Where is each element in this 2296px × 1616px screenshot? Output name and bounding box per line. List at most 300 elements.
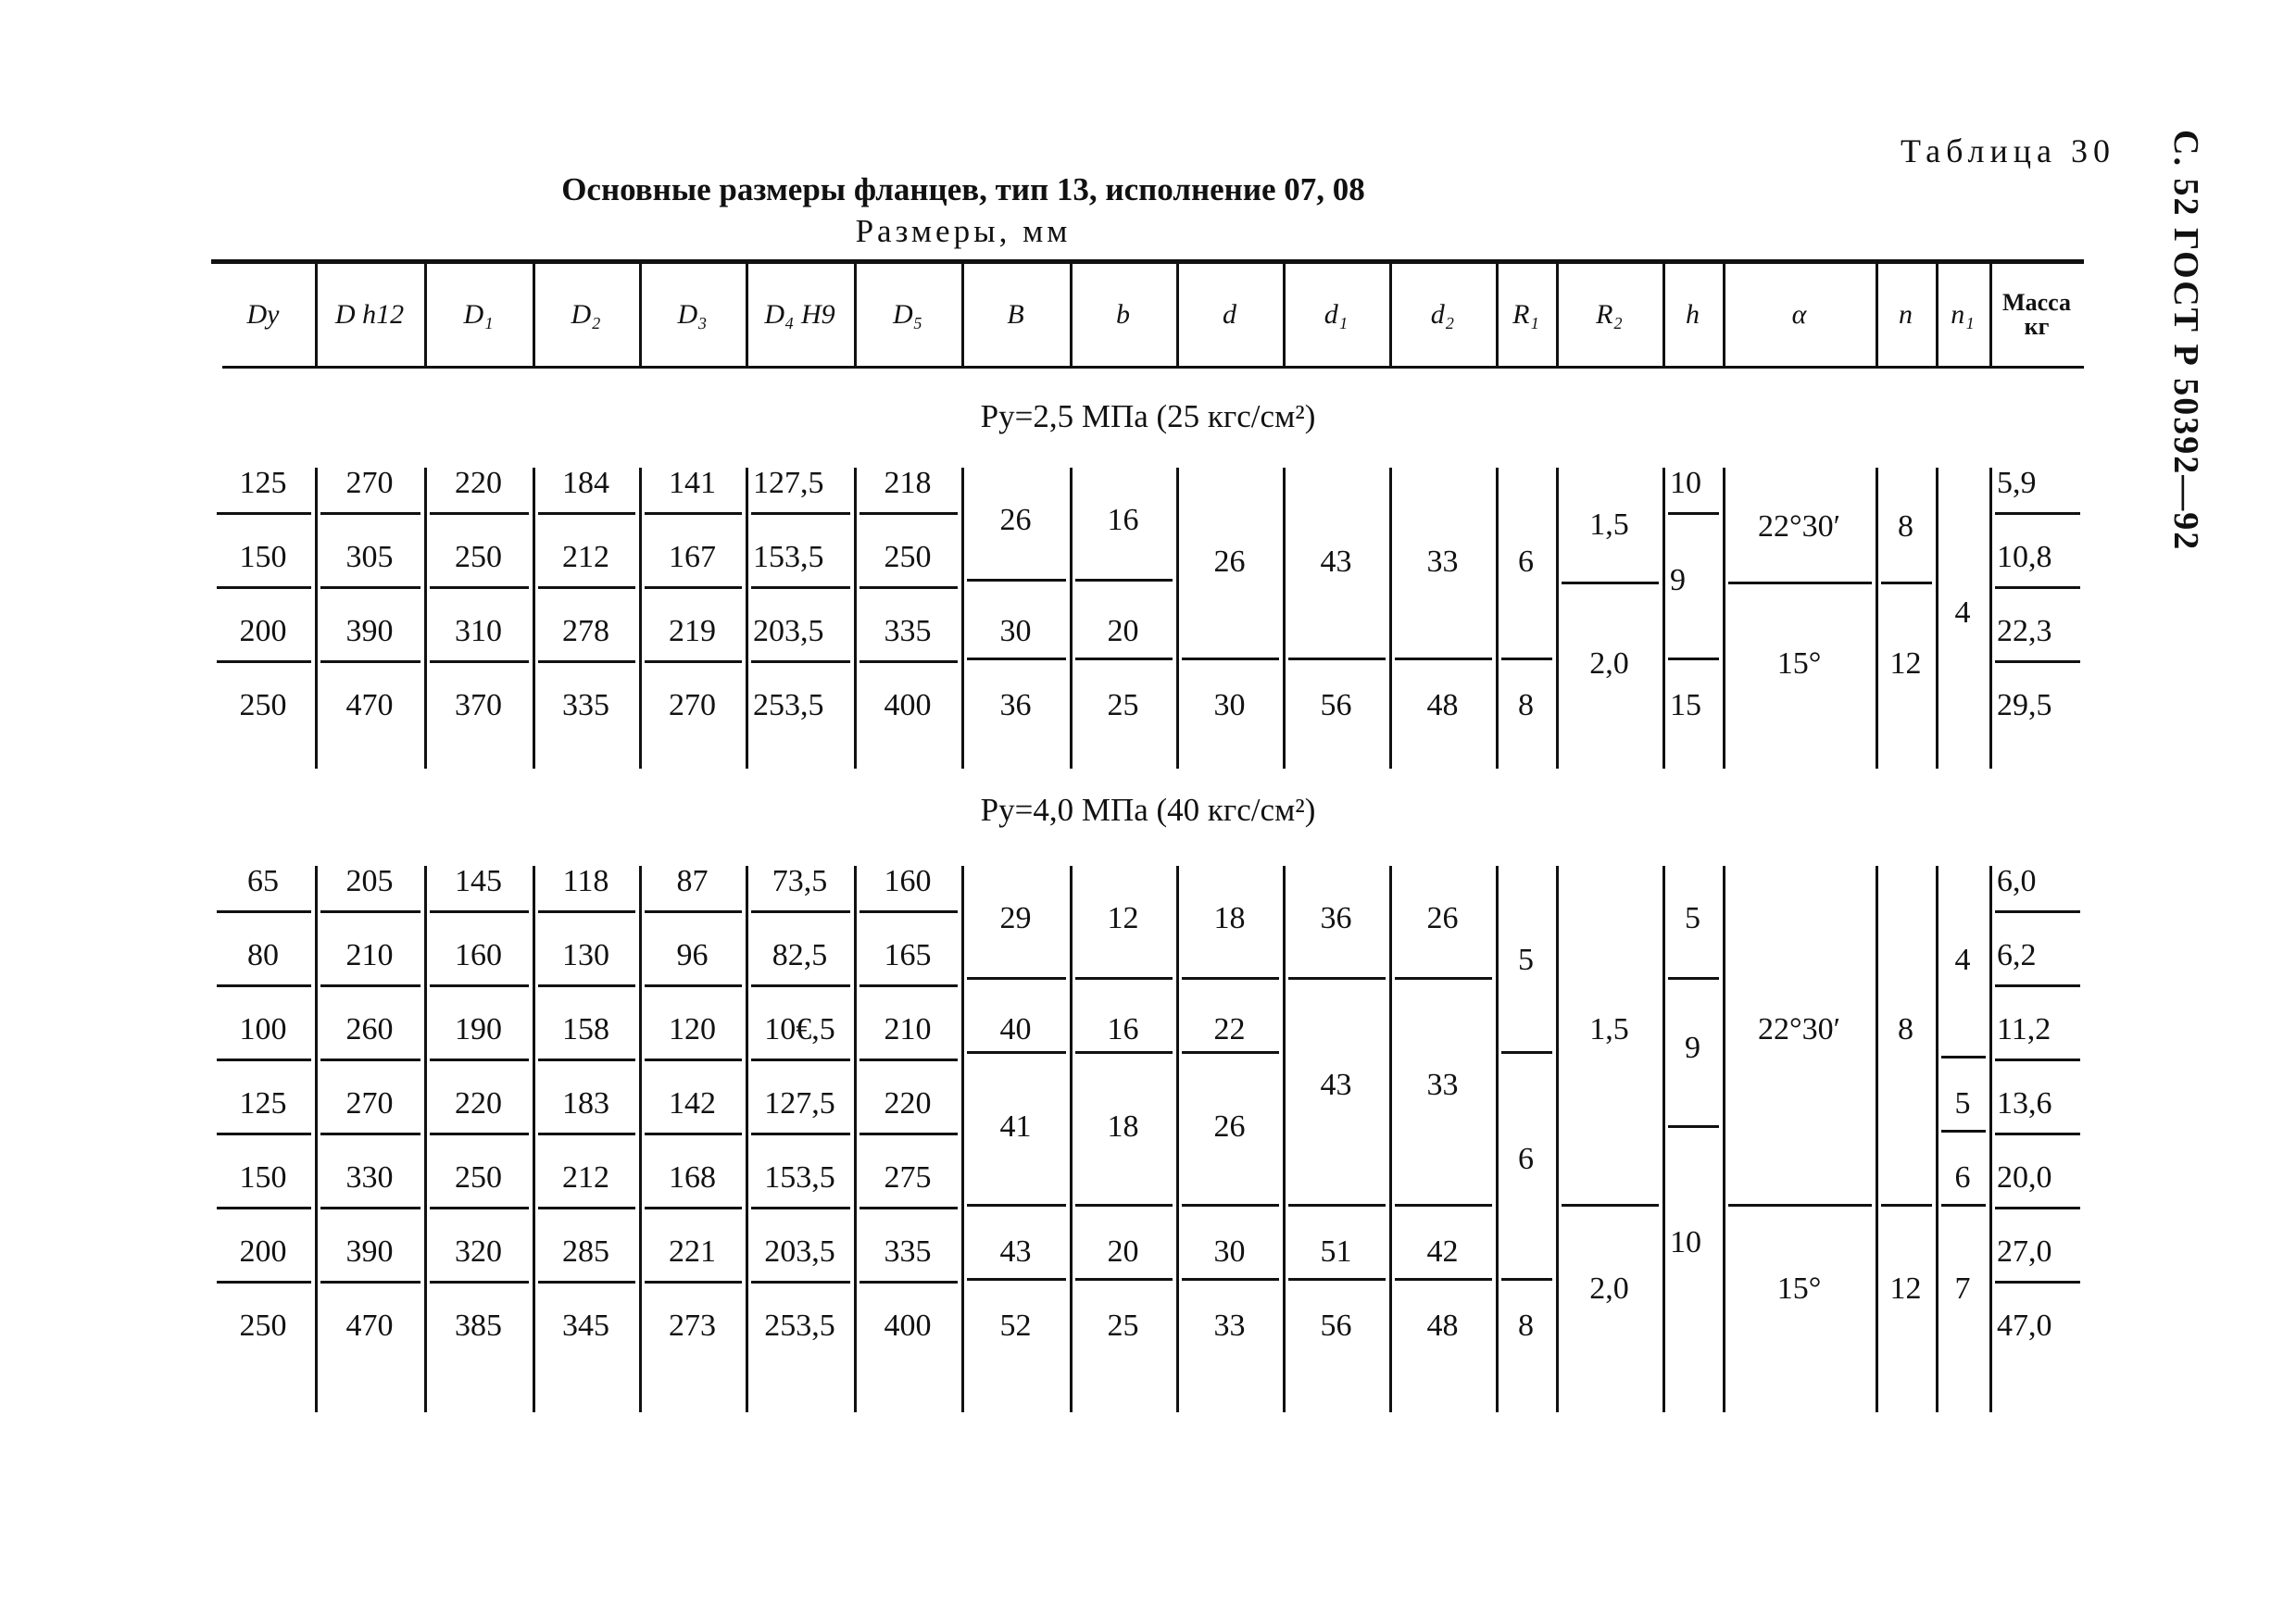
row-rule <box>1941 1204 1986 1207</box>
row-rule <box>1668 1125 1719 1128</box>
cell-d5: 275 <box>884 1160 932 1195</box>
cell-d1: 320 <box>455 1234 502 1269</box>
header-d3: D₃ <box>677 299 708 330</box>
row-rule <box>1995 512 2080 515</box>
cell-d-2: 42 <box>1426 1234 1459 1269</box>
row-rule <box>430 1207 529 1209</box>
row-rule <box>967 1204 1066 1207</box>
row-rule <box>538 586 635 589</box>
cell-dy: 80 <box>247 938 279 972</box>
row-rule <box>645 984 742 987</box>
column-rule <box>424 866 427 1412</box>
cell-d-1: 56 <box>1320 1309 1352 1343</box>
cell-d-2: 26 <box>1426 901 1459 935</box>
cell-alpha: 15° <box>1776 1272 1822 1306</box>
cell-d5: 400 <box>884 1309 932 1343</box>
cell-d3: 141 <box>669 466 716 500</box>
column-rule <box>1556 866 1559 1412</box>
cell-d-1: 36 <box>1320 901 1352 935</box>
cell-d5: 250 <box>884 540 932 574</box>
row-rule <box>217 660 311 663</box>
row-rule <box>751 1281 850 1284</box>
cell-d-h12: 470 <box>345 688 394 722</box>
cell-dy: 150 <box>239 1160 287 1195</box>
cell-r1: 6 <box>1518 1142 1534 1176</box>
cell-b-upper: 36 <box>999 688 1032 722</box>
row-rule <box>1995 984 2080 987</box>
column-rule <box>961 468 964 769</box>
cell-mass: 13,6 <box>1997 1086 2052 1121</box>
cell-b-lower: 18 <box>1107 1109 1139 1144</box>
cell-d: 30 <box>1213 688 1246 722</box>
cell-b-upper: 41 <box>999 1109 1032 1144</box>
row-rule <box>645 1059 742 1061</box>
cell-d4: 253,5 <box>764 1309 835 1343</box>
cell-b-lower: 12 <box>1107 901 1139 935</box>
column-rule <box>1989 468 1992 769</box>
cell-d5: 335 <box>884 1234 932 1269</box>
column-rule <box>854 468 857 769</box>
cell-b-lower: 25 <box>1107 688 1139 722</box>
cell-d-h12: 390 <box>345 1234 394 1269</box>
row-rule <box>1881 1204 1932 1207</box>
header-d-h12: D h12 <box>334 299 405 330</box>
row-rule <box>1728 582 1872 584</box>
cell-b-lower: 20 <box>1107 1234 1139 1269</box>
cell-d1: 160 <box>455 938 502 972</box>
row-rule <box>751 1133 850 1135</box>
cell-b-lower: 20 <box>1107 614 1139 648</box>
column-rule <box>1389 468 1392 769</box>
cell-d2: 130 <box>562 938 609 972</box>
column-rule <box>1662 468 1665 769</box>
cell-d4: 82,5 <box>772 938 828 972</box>
row-rule <box>645 1133 742 1135</box>
row-rule <box>1395 977 1492 980</box>
header-d5: D₅ <box>892 299 923 330</box>
cell-d3: 270 <box>669 688 716 722</box>
row-rule <box>1995 1133 2080 1135</box>
cell-dy: 250 <box>239 1309 287 1343</box>
row-rule <box>1562 1204 1659 1207</box>
cell-r2: 1,5 <box>1589 1012 1629 1046</box>
cell-d-1: 51 <box>1320 1234 1352 1269</box>
row-rule <box>538 1281 635 1284</box>
row-rule <box>538 512 635 515</box>
cell-d2: 212 <box>562 1160 609 1195</box>
row-rule <box>430 984 529 987</box>
row-rule <box>430 586 529 589</box>
cell-d: 22 <box>1213 1012 1246 1046</box>
row-rule <box>859 984 958 987</box>
cell-d2: 335 <box>562 688 609 722</box>
cell-mass: 11,2 <box>1997 1012 2051 1046</box>
cell-b-upper: 40 <box>999 1012 1032 1046</box>
column-rule <box>533 468 535 769</box>
row-rule <box>320 1281 420 1284</box>
row-rule <box>1182 1204 1279 1207</box>
row-rule <box>1995 660 2080 663</box>
cell-mass: 47,0 <box>1997 1309 2052 1343</box>
row-rule <box>751 1207 850 1209</box>
cell-alpha: 15° <box>1776 646 1822 681</box>
row-rule <box>967 1278 1066 1281</box>
column-rule <box>1989 866 1992 1412</box>
cell-d3: 167 <box>669 540 716 574</box>
row-rule <box>859 512 958 515</box>
cell-d: 33 <box>1213 1309 1246 1343</box>
table-number: Таблица 30 <box>1901 132 2115 169</box>
cell-d4: 203,5 <box>764 1234 835 1269</box>
row-rule <box>538 1133 635 1135</box>
header-d-1: d₁ <box>1324 299 1349 330</box>
row-rule <box>538 984 635 987</box>
column-rule <box>746 468 748 769</box>
cell-d-h12: 205 <box>345 864 394 898</box>
row-rule <box>1995 586 2080 589</box>
column-rule <box>1936 468 1938 769</box>
cell-d2: 345 <box>562 1309 609 1343</box>
row-rule <box>430 1059 529 1061</box>
header-d4-h9: D₄ H9 <box>764 299 835 330</box>
header-mass-part: кг <box>2024 313 2050 340</box>
row-rule <box>430 910 529 913</box>
row-rule <box>751 984 850 987</box>
cell-d5: 218 <box>884 466 932 500</box>
cell-d-2: 48 <box>1426 1309 1459 1343</box>
row-rule <box>1288 658 1386 660</box>
row-rule <box>1668 977 1719 980</box>
row-rule <box>1075 1051 1173 1054</box>
cell-d1: 220 <box>455 466 502 500</box>
row-rule <box>320 1133 420 1135</box>
row-rule <box>859 586 958 589</box>
row-rule <box>430 1133 529 1135</box>
cell-d5: 220 <box>884 1086 932 1121</box>
cell-r2: 2,0 <box>1589 1272 1629 1306</box>
column-rule <box>1496 468 1499 769</box>
row-rule <box>859 910 958 913</box>
row-rule <box>1288 977 1386 980</box>
row-rule <box>1501 1278 1552 1281</box>
row-rule <box>859 1281 958 1284</box>
row-rule <box>645 512 742 515</box>
cell-mass: 5,9 <box>1997 466 2037 500</box>
cell-n1: 4 <box>1954 595 1971 630</box>
cell-mass: 20,0 <box>1997 1160 2052 1195</box>
row-rule <box>1941 1056 1986 1059</box>
cell-d5: 400 <box>884 688 932 722</box>
cell-d2: 158 <box>562 1012 609 1046</box>
cell-d3: 273 <box>669 1309 716 1343</box>
cell-d4: 153,5 <box>753 540 824 574</box>
row-rule <box>1182 1278 1279 1281</box>
row-rule <box>1182 977 1279 980</box>
header-d2: D₂ <box>571 299 601 330</box>
row-rule <box>1941 1130 1986 1133</box>
row-rule <box>967 579 1066 582</box>
row-rule <box>1182 1051 1279 1054</box>
row-rule <box>859 1133 958 1135</box>
cell-d5: 210 <box>884 1012 932 1046</box>
cell-dy: 65 <box>247 864 279 898</box>
cell-d4: 253,5 <box>753 688 824 722</box>
cell-r1: 8 <box>1518 688 1534 722</box>
column-rule <box>1876 866 1878 1412</box>
column-rule <box>315 468 318 769</box>
cell-d-2: 48 <box>1426 688 1459 722</box>
row-rule <box>320 1059 420 1061</box>
row-rule <box>751 660 850 663</box>
cell-alpha: 22°30′ <box>1757 509 1841 544</box>
cell-d: 26 <box>1213 1109 1246 1144</box>
cell-d3: 120 <box>669 1012 716 1046</box>
cell-h: 9 <box>1670 563 1686 597</box>
row-rule <box>751 910 850 913</box>
table-title: Основные размеры фланцев, тип 13, исполнение 07, 08 <box>561 171 1365 207</box>
row-rule <box>967 658 1066 660</box>
header-alpha: α <box>1791 299 1807 330</box>
cell-mass: 6,2 <box>1997 938 2037 972</box>
row-rule <box>1728 1204 1872 1207</box>
table-subtitle: Размеры, мм <box>855 213 1072 249</box>
cell-d3: 168 <box>669 1160 716 1195</box>
cell-d2: 118 <box>562 864 609 898</box>
header-n1: n₁ <box>1951 299 1975 330</box>
cell-n1: 4 <box>1954 943 1971 977</box>
cell-d2: 183 <box>562 1086 609 1121</box>
row-rule <box>1668 658 1719 660</box>
cell-d: 26 <box>1213 545 1246 579</box>
cell-d1: 310 <box>455 614 502 648</box>
cell-mass: 22,3 <box>1997 614 2052 648</box>
cell-d2: 285 <box>562 1234 609 1269</box>
row-rule <box>320 910 420 913</box>
row-rule <box>1562 582 1659 584</box>
row-rule <box>430 660 529 663</box>
cell-d2: 278 <box>562 614 609 648</box>
cell-mass: 29,5 <box>1997 688 2052 722</box>
row-rule <box>217 586 311 589</box>
cell-d-h12: 330 <box>345 1160 394 1195</box>
row-rule <box>1501 658 1552 660</box>
cell-d1: 250 <box>455 1160 502 1195</box>
column-rule <box>533 866 535 1412</box>
row-rule <box>1995 1281 2080 1284</box>
cell-d: 30 <box>1213 1234 1246 1269</box>
column-rule <box>1723 866 1725 1412</box>
cell-b-lower: 16 <box>1107 503 1139 537</box>
row-rule <box>1182 658 1279 660</box>
row-rule <box>645 660 742 663</box>
row-rule <box>538 660 635 663</box>
cell-h: 5 <box>1685 901 1700 935</box>
row-rule <box>320 660 420 663</box>
cell-mass: 10,8 <box>1997 540 2052 574</box>
cell-n1: 6 <box>1954 1160 1971 1195</box>
section-2-label: Pу=4,0 МПа (40 кгс/см²) <box>980 792 1316 828</box>
cell-b-upper: 30 <box>999 614 1032 648</box>
row-rule <box>1395 1204 1492 1207</box>
column-rule <box>854 866 857 1412</box>
cell-d3: 142 <box>669 1086 716 1121</box>
row-rule <box>1075 1204 1173 1207</box>
row-rule <box>217 984 311 987</box>
cell-d-1: 43 <box>1320 545 1352 579</box>
column-rule <box>1283 468 1286 769</box>
cell-d5: 160 <box>884 864 932 898</box>
cell-d5: 335 <box>884 614 932 648</box>
row-rule <box>217 910 311 913</box>
side-page-label: С. 52 ГОСТ Р 50392—92 <box>2166 130 2205 552</box>
column-rule <box>1496 866 1499 1412</box>
header-d-2: d₂ <box>1430 299 1455 330</box>
cell-d-h12: 305 <box>345 540 394 574</box>
column-rule <box>1936 866 1938 1412</box>
column-rule <box>961 866 964 1412</box>
row-rule <box>217 1207 311 1209</box>
row-rule <box>217 1059 311 1061</box>
cell-d1: 220 <box>455 1086 502 1121</box>
row-rule <box>1075 977 1173 980</box>
column-rule <box>639 468 642 769</box>
header-mass <box>1989 263 2084 367</box>
column-rule <box>1723 468 1725 769</box>
cell-r1: 6 <box>1518 545 1534 579</box>
cell-d-1: 56 <box>1320 688 1352 722</box>
cell-b-lower: 25 <box>1107 1309 1139 1343</box>
row-rule <box>538 1207 635 1209</box>
cell-dy: 150 <box>239 540 287 574</box>
row-rule <box>859 660 958 663</box>
cell-dy: 125 <box>239 1086 287 1121</box>
cell-n: 8 <box>1898 509 1913 544</box>
column-rule <box>424 468 427 769</box>
column-rule <box>1662 866 1665 1412</box>
row-rule <box>751 1059 850 1061</box>
cell-d-2: 33 <box>1426 545 1459 579</box>
header-b-lower: b <box>1116 299 1130 330</box>
row-rule <box>645 910 742 913</box>
row-rule <box>1668 512 1719 515</box>
row-rule <box>751 586 850 589</box>
cell-dy: 250 <box>239 688 287 722</box>
row-rule <box>645 1207 742 1209</box>
cell-d-2: 33 <box>1426 1068 1459 1102</box>
cell-d3: 221 <box>669 1234 716 1269</box>
cell-d3: 87 <box>676 864 709 898</box>
row-rule <box>1075 658 1173 660</box>
section-1-label: Pу=2,5 МПа (25 кгс/см²) <box>980 398 1316 434</box>
column-rule <box>746 866 748 1412</box>
cell-d-h12: 210 <box>345 938 394 972</box>
cell-d2: 184 <box>562 466 609 500</box>
cell-d4: 203,5 <box>753 614 824 648</box>
cell-b-upper: 43 <box>999 1234 1032 1269</box>
column-rule <box>1283 866 1286 1412</box>
cell-d5: 165 <box>884 938 932 972</box>
cell-d1: 145 <box>455 864 502 898</box>
column-rule <box>1070 866 1073 1412</box>
header-r1: R₁ <box>1512 299 1539 330</box>
row-rule <box>538 1059 635 1061</box>
cell-n: 12 <box>1889 646 1922 681</box>
row-rule <box>751 512 850 515</box>
row-rule <box>1288 1204 1386 1207</box>
cell-h: 10 <box>1670 1225 1701 1259</box>
row-rule <box>320 984 420 987</box>
cell-d3: 96 <box>676 938 709 972</box>
header-h: h <box>1686 299 1700 330</box>
header-dy: Dу <box>246 299 280 330</box>
cell-n: 12 <box>1889 1272 1922 1306</box>
cell-mass: 6,0 <box>1997 864 2037 898</box>
header-mass-part: Масса <box>2002 289 2071 316</box>
cell-d4: 127,5 <box>764 1086 835 1121</box>
row-rule <box>320 512 420 515</box>
cell-d-h12: 390 <box>345 614 394 648</box>
cell-d4: 73,5 <box>772 864 828 898</box>
cell-d3: 219 <box>669 614 716 648</box>
cell-d-h12: 260 <box>345 1012 394 1046</box>
row-rule <box>1075 1278 1173 1281</box>
column-rule <box>1389 866 1392 1412</box>
row-rule <box>1395 658 1492 660</box>
header-d: d <box>1223 299 1236 330</box>
cell-d-1: 43 <box>1320 1068 1352 1102</box>
cell-d1: 370 <box>455 688 502 722</box>
cell-n1: 7 <box>1954 1272 1971 1306</box>
cell-b-lower: 16 <box>1107 1012 1139 1046</box>
row-rule <box>1995 910 2080 913</box>
row-rule <box>430 1281 529 1284</box>
cell-r2: 1,5 <box>1589 507 1629 542</box>
cell-r1: 8 <box>1518 1309 1534 1343</box>
header-b-upper: B <box>1007 299 1024 330</box>
cell-d2: 212 <box>562 540 609 574</box>
column-rule <box>1176 866 1179 1412</box>
header-d1: D₁ <box>463 299 494 330</box>
row-rule <box>538 910 635 913</box>
cell-dy: 100 <box>239 1012 287 1046</box>
cell-h: 15 <box>1670 688 1701 722</box>
row-rule <box>859 1059 958 1061</box>
cell-d-h12: 470 <box>345 1309 394 1343</box>
row-rule <box>1395 1278 1492 1281</box>
cell-dy: 200 <box>239 1234 287 1269</box>
column-rule <box>1176 468 1179 769</box>
header-r2: R₂ <box>1596 299 1623 330</box>
row-rule <box>645 586 742 589</box>
cell-d: 18 <box>1213 901 1246 935</box>
row-rule <box>1501 1051 1552 1054</box>
row-rule <box>320 586 420 589</box>
cell-b-upper: 26 <box>999 503 1032 537</box>
row-rule <box>1995 1207 2080 1209</box>
cell-d4: 10€,5 <box>764 1012 835 1046</box>
row-rule <box>430 512 529 515</box>
cell-n1: 5 <box>1954 1086 1971 1121</box>
row-rule <box>859 1207 958 1209</box>
cell-b-upper: 52 <box>999 1309 1032 1343</box>
row-rule <box>1288 1278 1386 1281</box>
header-n: n <box>1899 299 1913 330</box>
cell-d-h12: 270 <box>345 466 394 500</box>
cell-h: 10 <box>1670 466 1701 500</box>
cell-d-h12: 270 <box>345 1086 394 1121</box>
cell-b-upper: 29 <box>999 901 1032 935</box>
row-rule <box>1881 582 1932 584</box>
